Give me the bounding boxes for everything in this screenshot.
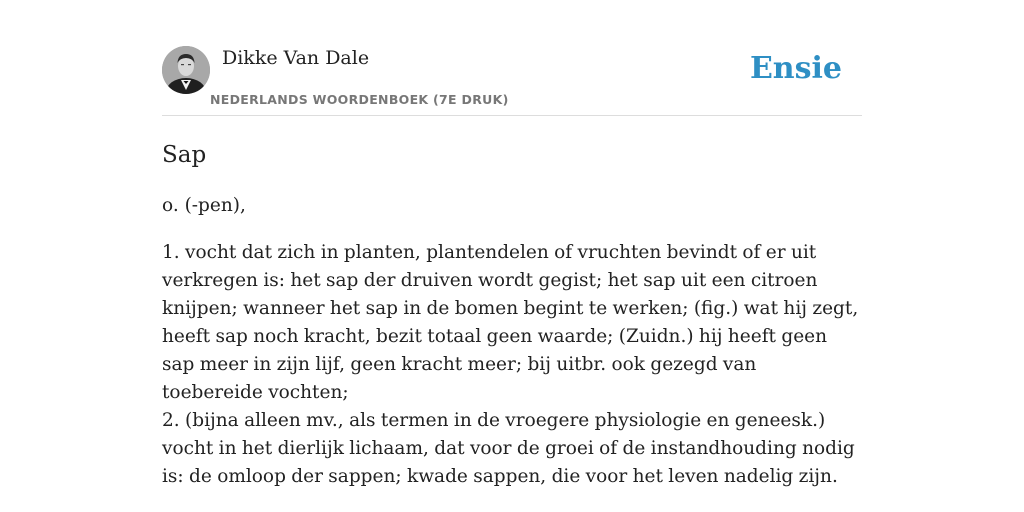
portrait-icon	[162, 46, 210, 94]
definition-sense-1: 1. vocht dat zich in planten, plantendelen of vruchten bevindt of er uit verkregen is: het sap der druiven wordt gegist; het sap uit een citroen knijpen; wanneer het sap in de bomen begint te werken; (fig.) wat hij zegt, heeft sap noch kracht, bezit totaal geen waarde; (Zuidn.) hij heeft geen sap meer in zijn lijf, geen kracht meer; bij uitbr. ook gezegd van toebereide vochten;	[162, 242, 859, 403]
definition-sense-2: 2. (bijna alleen mv., als termen in de vroegere physiologie en geneesk.) vocht in het dierlijk lichaam, dat voor de groei of de instandhouding nodig is: de omloop der sappen; kwade sappen, die voor het leven nadelig zijn.	[162, 410, 855, 487]
source-label: NEDERLANDS WOORDENBOEK (7E DRUK)	[210, 92, 509, 107]
entry-title: Sap	[162, 142, 207, 168]
author-name[interactable]: Dikke Van Dale	[222, 47, 370, 69]
entry-header	[162, 0, 862, 116]
page	[162, 0, 862, 512]
entry-definition	[162, 239, 862, 491]
entry-grammar: o. (-pen),	[162, 195, 246, 216]
brand-logo[interactable]: Ensie	[749, 51, 842, 86]
author-avatar[interactable]	[162, 46, 210, 94]
